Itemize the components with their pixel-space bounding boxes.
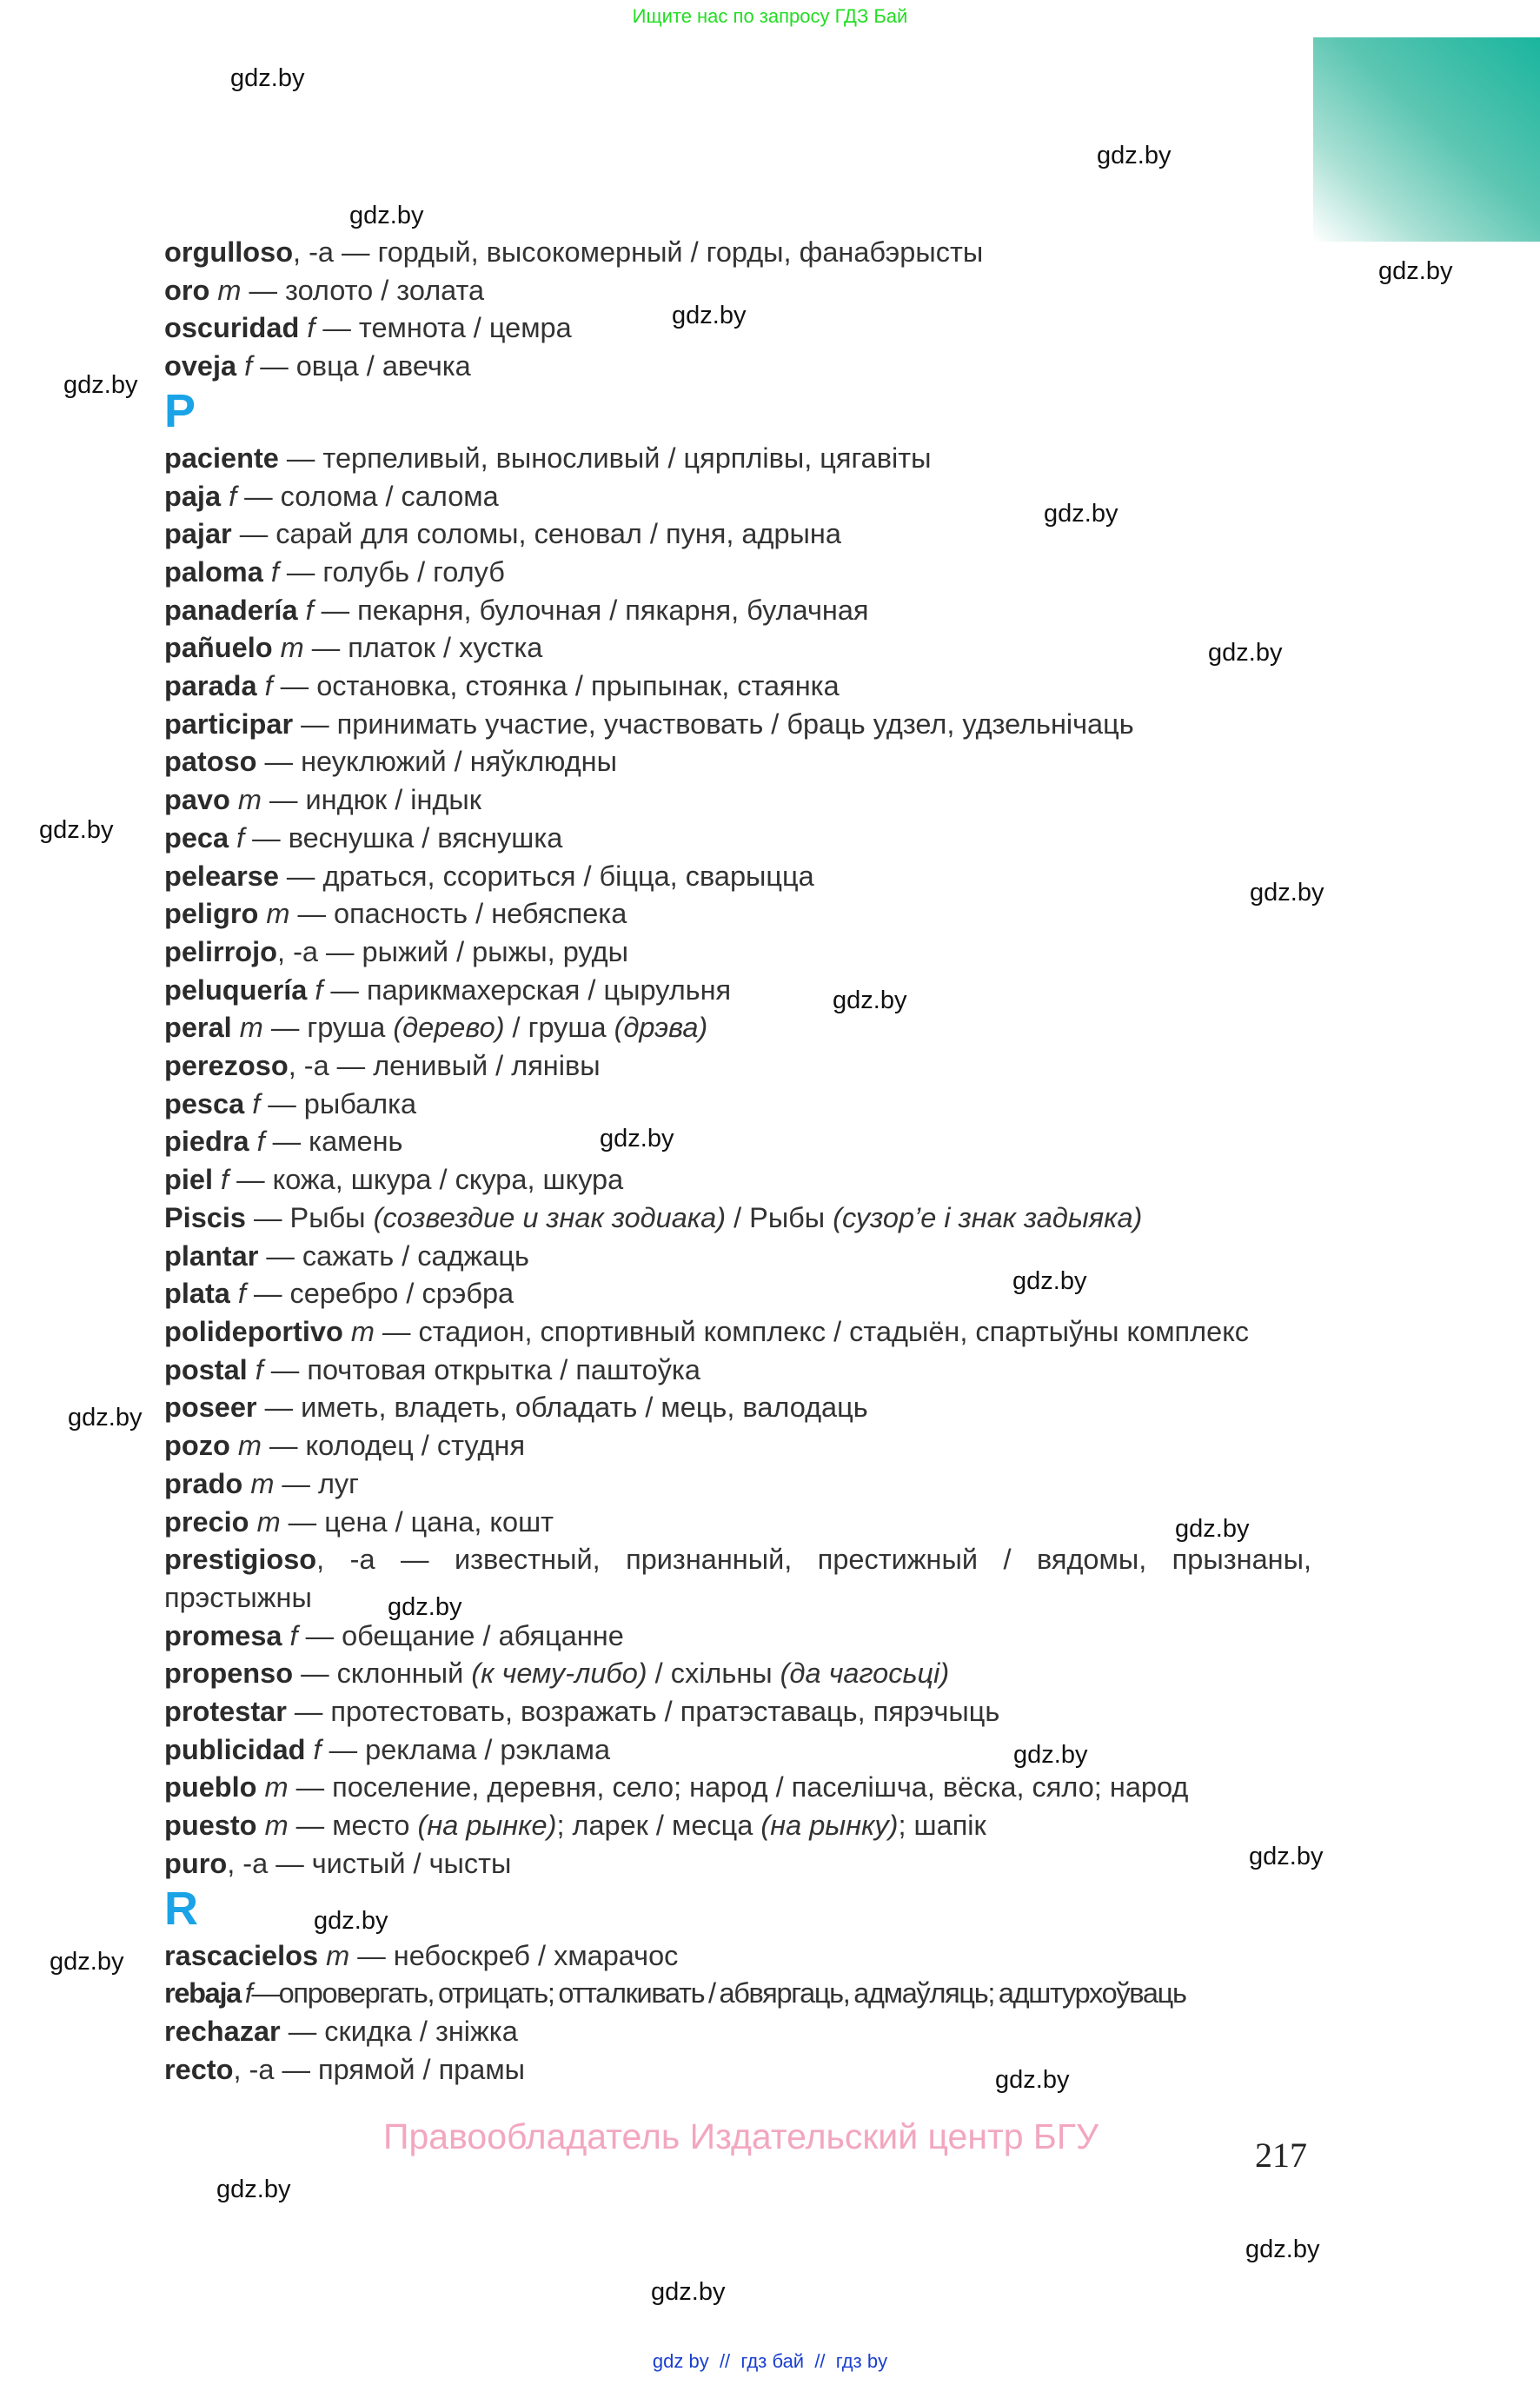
dictionary-entry <box>164 440 1311 478</box>
section-letter-p: P <box>164 384 196 437</box>
translation: — небоскреб / хмарачос <box>349 1939 679 1971</box>
headword: propenso <box>164 1658 294 1690</box>
translation: — ленивый / лянівы <box>329 1050 601 1082</box>
headword: perezoso <box>164 1050 289 1082</box>
dictionary-entry <box>164 1161 1311 1199</box>
translation: — голубь / голуб <box>278 555 505 588</box>
grammar-marker: m <box>237 1430 262 1462</box>
headword: prestigioso <box>164 1544 317 1576</box>
headword: polideportivo <box>164 1315 343 1347</box>
watermark-text: gdz.by <box>1250 879 1324 907</box>
translation-note: (сузор’е і знак задыяка) <box>833 1201 1143 1233</box>
grammar-marker: f <box>236 821 245 854</box>
dictionary-entry <box>164 1047 1311 1086</box>
translation: ; шапік <box>898 1810 986 1842</box>
translation: — иметь, владеть, обладать / мець, валодаць <box>256 1392 868 1424</box>
footer-links[interactable]: gdz by // гдз бай // гдз by <box>652 2350 888 2372</box>
gender-suffix: , -a <box>277 935 318 967</box>
translation: — скидка / зніжка <box>280 2015 518 2047</box>
watermark-text: gdz.by <box>50 1948 124 1976</box>
gender-suffix: , -a <box>233 2053 275 2085</box>
translation: — гордый, высокомерный / горды, фанабэрысты <box>334 236 984 268</box>
grammar-marker: f <box>237 1278 246 1310</box>
translation: — опасность / небяспека <box>289 898 627 930</box>
headword: orgulloso <box>164 236 294 268</box>
dictionary-entry <box>164 820 1311 858</box>
headword: plata <box>164 1278 230 1310</box>
dictionary-entry <box>164 1389 1311 1427</box>
headword: rascacielos <box>164 1939 319 1971</box>
dictionary-entry <box>164 1352 1311 1390</box>
grammar-marker: f <box>255 1353 263 1385</box>
decorative-corner-block <box>1313 37 1540 242</box>
watermark-text: gdz.by <box>68 1404 143 1432</box>
watermark-text: gdz.by <box>1249 1843 1324 1870</box>
translation: / груша <box>504 1012 614 1044</box>
watermark-text: gdz.by <box>651 2278 726 2306</box>
dictionary-entry <box>164 1086 1311 1124</box>
grammar-marker: m <box>237 784 262 816</box>
dictionary-entry <box>164 1199 1311 1238</box>
grammar-marker: m <box>326 1939 350 1971</box>
translation: — прямой / прамы <box>274 2053 526 2085</box>
headword: pajar <box>164 518 232 550</box>
grammar-marker: f <box>315 973 323 1006</box>
dictionary-entry <box>164 348 1311 386</box>
watermark-text: gdz.by <box>388 1593 462 1621</box>
grammar-marker: f <box>307 312 315 344</box>
grammar-marker: m <box>266 898 290 930</box>
headword: parada <box>164 670 257 702</box>
translation: — терпеливый, выносливый / цярплівы, цягавіты <box>278 442 932 474</box>
grammar-marker: m <box>280 632 304 664</box>
watermark-text: gdz.by <box>995 2066 1070 2094</box>
grammar-marker: m <box>217 274 242 306</box>
watermark-text: gdz.by <box>1097 142 1172 169</box>
headword: puesto <box>164 1810 257 1842</box>
dictionary-entry <box>164 1693 1311 1731</box>
translation-note: (дрэва) <box>614 1012 708 1044</box>
headword: oscuridad <box>164 312 300 344</box>
watermark-text: gdz.by <box>1175 1515 1250 1543</box>
headword: piel <box>164 1164 213 1196</box>
dictionary-entry <box>164 1807 1311 1845</box>
dictionary-entry <box>164 706 1311 744</box>
dictionary-entry <box>164 592 1311 630</box>
headword: plantar <box>164 1239 259 1272</box>
headword: rechazar <box>164 2015 281 2047</box>
dictionary-entry <box>164 668 1311 706</box>
headword: piedra <box>164 1126 249 1158</box>
translation-note: (да чагосьці) <box>780 1658 950 1690</box>
headword: poseer <box>164 1392 257 1424</box>
grammar-marker: m <box>239 1012 263 1044</box>
translation: — рыбалка <box>260 1087 417 1119</box>
translation: — луг <box>274 1467 360 1499</box>
translation: / Рыбы <box>726 1201 833 1233</box>
translation-note: (на рынке) <box>417 1810 557 1842</box>
dictionary-entry <box>164 1845 1311 1883</box>
headword: prado <box>164 1467 243 1499</box>
grammar-marker: f <box>244 1977 252 2010</box>
headword: promesa <box>164 1619 282 1651</box>
dictionary-entry <box>164 2051 1311 2089</box>
gender-suffix: , -a <box>316 1544 375 1576</box>
dictionary-entry <box>164 515 1311 554</box>
translation: —опровергать, отрицать; отталкивать / абвяргаць, адмаўляць; адштурхоўваць <box>251 1977 1186 2010</box>
translation: — обещание / абяцанне <box>297 1619 624 1651</box>
watermark-text: gdz.by <box>600 1125 674 1153</box>
watermark-text: gdz.by <box>63 371 138 399</box>
dictionary-entry <box>164 1655 1311 1693</box>
gender-suffix: , -a <box>227 1847 269 1879</box>
dictionary-entry <box>164 895 1311 933</box>
watermark-text: gdz.by <box>1245 2236 1320 2263</box>
headword: pueblo <box>164 1771 257 1804</box>
grammar-marker: f <box>244 350 253 382</box>
headword: paja <box>164 480 222 512</box>
headword: panadería <box>164 594 298 626</box>
headword: peral <box>164 1012 232 1044</box>
translation: — парикмахерская / цырульня <box>322 973 732 1006</box>
translation: — известный, признанный, престижный / вядомы, прызнаны, прэстыжны <box>164 1544 1311 1613</box>
translation: — поселение, деревня, село; народ / паселішча, вёска, сяло; народ <box>288 1771 1189 1804</box>
headword: precio <box>164 1505 249 1538</box>
translation: — неуклюжий / няўклюдны <box>256 746 617 778</box>
grammar-marker: f <box>252 1087 261 1119</box>
translation: — колодец / студня <box>261 1430 526 1462</box>
search-banner: Ищите нас по запросу ГДЗ Бай <box>632 5 908 27</box>
grammar-marker: f <box>289 1619 298 1651</box>
translation: — веснушка / вяснушка <box>244 821 563 854</box>
dictionary-entry <box>164 234 1311 272</box>
grammar-marker: m <box>250 1467 275 1499</box>
grammar-marker: f <box>313 1733 322 1765</box>
translation: — чистый / чысты <box>268 1847 512 1879</box>
dictionary-entry <box>164 1313 1311 1352</box>
watermark-text: gdz.by <box>39 816 114 844</box>
headword: paloma <box>164 555 263 588</box>
translation: — Рыбы <box>245 1201 374 1233</box>
dictionary-entry <box>164 1541 1311 1617</box>
translation: / схільны <box>647 1658 780 1690</box>
dictionary-entry <box>164 1975 1311 2013</box>
dictionary-entry <box>164 2013 1311 2051</box>
copyright-owner: Правообладатель Издательский центр БГУ <box>383 2116 1099 2156</box>
watermark-text: gdz.by <box>1378 257 1453 285</box>
headword: pañuelo <box>164 632 273 664</box>
watermark-text: gdz.by <box>216 2176 291 2203</box>
translation: — темнота / цемра <box>315 312 572 344</box>
translation: — солома / салома <box>236 480 499 512</box>
gender-suffix: , -a <box>293 236 335 268</box>
gender-suffix: , -a <box>288 1050 329 1082</box>
dictionary-entry <box>164 972 1311 1010</box>
translation-note: (на рынку) <box>760 1810 899 1842</box>
headword: participar <box>164 708 294 740</box>
watermark-text: gdz.by <box>672 302 747 329</box>
translation-note: (к чему-либо) <box>471 1658 647 1690</box>
dictionary-entry <box>164 1275 1311 1313</box>
grammar-marker: f <box>229 480 237 512</box>
dictionary-entry <box>164 1465 1311 1504</box>
headword: pelearse <box>164 860 279 892</box>
headword: patoso <box>164 746 257 778</box>
dictionary-entry <box>164 1009 1311 1047</box>
translation: — склонный <box>293 1658 472 1690</box>
grammar-marker: m <box>256 1505 281 1538</box>
dictionary-entry <box>164 1504 1311 1542</box>
grammar-marker: m <box>350 1315 375 1347</box>
dictionary-entry <box>164 1769 1311 1807</box>
translation: — пекарня, булочная / пякарня, булачная <box>313 594 869 626</box>
headword: pesca <box>164 1087 245 1119</box>
watermark-text: gdz.by <box>1012 1267 1087 1295</box>
translation: — сажать / саджаць <box>258 1239 529 1272</box>
translation: — платок / хустка <box>303 632 543 664</box>
translation: — кожа, шкура / скура, шкура <box>229 1164 624 1196</box>
translation: ; ларек / месца <box>556 1810 761 1842</box>
headword: paciente <box>164 442 279 474</box>
dictionary-entry <box>164 1618 1311 1656</box>
watermark-text: gdz.by <box>1208 639 1283 667</box>
watermark-text: gdz.by <box>833 987 907 1014</box>
translation: — цена / цана, кошт <box>280 1505 554 1538</box>
headword: peca <box>164 821 229 854</box>
watermark-text: gdz.by <box>230 64 305 92</box>
dictionary-entry <box>164 1123 1311 1161</box>
grammar-marker: f <box>256 1126 265 1158</box>
headword: pavo <box>164 784 230 816</box>
grammar-marker: f <box>305 594 314 626</box>
dictionary-entry <box>164 1731 1311 1770</box>
translation: — сарай для соломы, сеновал / пуня, адрына <box>231 518 841 550</box>
dictionary-entry <box>164 1937 1311 1976</box>
dictionary-entry <box>164 478 1311 516</box>
translation: — остановка, стоянка / прыпынак, стаянка <box>272 670 840 702</box>
translation: — груша <box>262 1012 394 1044</box>
translation: — принимать участие, участвовать / браць удзел, удзельнічаць <box>293 708 1134 740</box>
headword: postal <box>164 1353 248 1385</box>
headword: pozo <box>164 1430 230 1462</box>
dictionary-entry <box>164 629 1311 668</box>
headword: publicidad <box>164 1733 306 1765</box>
headword: Piscis <box>164 1201 246 1233</box>
translation: — место <box>288 1810 418 1842</box>
translation: — протестовать, возражать / пратэставаць, пярэчыць <box>286 1696 1000 1728</box>
dictionary-entry <box>164 781 1311 820</box>
watermark-text: gdz.by <box>1044 500 1118 528</box>
translation-note: (дерево) <box>393 1012 505 1044</box>
watermark-text: gdz.by <box>1013 1741 1088 1769</box>
dictionary-entry <box>164 1427 1311 1465</box>
headword: rebaja <box>164 1977 241 2010</box>
dictionary-entry <box>164 933 1311 972</box>
dictionary-entry <box>164 858 1311 896</box>
headword: pelirrojo <box>164 935 278 967</box>
translation: — овца / авечка <box>252 350 471 382</box>
dictionary-entry <box>164 1238 1311 1276</box>
grammar-marker: f <box>264 670 273 702</box>
translation: — реклама / рэклама <box>321 1733 611 1765</box>
section-letter-r: R <box>164 1882 198 1935</box>
translation: — камень <box>264 1126 403 1158</box>
headword: oveja <box>164 350 237 382</box>
translation: — серебро / срэбра <box>245 1278 514 1310</box>
watermark-text: gdz.by <box>314 1907 388 1935</box>
headword: oro <box>164 274 210 306</box>
translation: — индюк / індык <box>261 784 481 816</box>
grammar-marker: f <box>221 1164 229 1196</box>
grammar-marker: m <box>264 1810 289 1842</box>
headword: peligro <box>164 898 259 930</box>
dictionary-column <box>164 234 1311 2089</box>
translation: — рыжий / рыжы, руды <box>318 935 628 967</box>
dictionary-entry <box>164 554 1311 592</box>
grammar-marker: f <box>270 555 279 588</box>
watermark-text: gdz.by <box>349 202 424 229</box>
translation: — драться, ссориться / біцца, сварыцца <box>278 860 814 892</box>
translation: — почтовая открытка / паштоўка <box>262 1353 700 1385</box>
grammar-marker: m <box>264 1771 289 1804</box>
dictionary-entry <box>164 743 1311 781</box>
translation: — золото / золата <box>241 274 485 306</box>
headword: recto <box>164 2053 234 2085</box>
headword: protestar <box>164 1696 287 1728</box>
translation-note: (созвездие и знак зодиака) <box>373 1201 727 1233</box>
headword: puro <box>164 1847 228 1879</box>
page-number: 217 <box>1255 2136 1307 2175</box>
translation: — стадион, спортивный комплекс / стадыён, спартыўны комплекс <box>374 1315 1250 1347</box>
headword: peluquería <box>164 973 308 1006</box>
